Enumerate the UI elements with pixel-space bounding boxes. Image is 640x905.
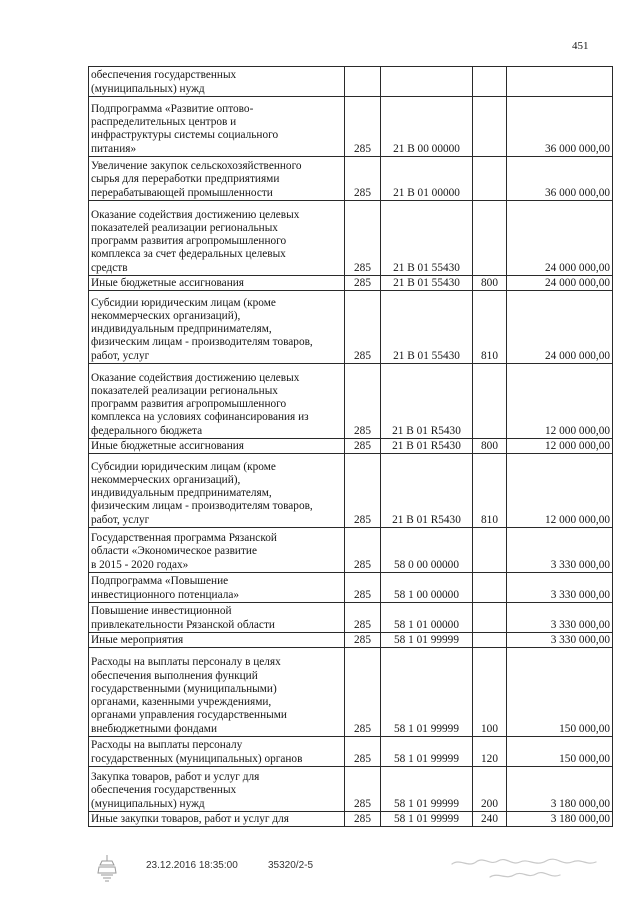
row-name-cell: Субсидии юридическим лицам (кроме некоммерческих организаций), индивидуальным предпринимателям, физическим лицам - производителям товаров, работ, услуг <box>89 291 345 364</box>
row-name-cell: Иные мероприятия <box>89 633 345 648</box>
row-expense-type-cell <box>473 603 507 633</box>
table-row <box>89 439 613 454</box>
table-row <box>89 201 613 276</box>
row-amount-cell: 12 000 000,00 <box>507 454 613 528</box>
row-department-code-cell: 285 <box>345 737 381 767</box>
row-amount-cell: 3 330 000,00 <box>507 573 613 603</box>
table-row <box>89 157 613 201</box>
row-name-cell: Иные бюджетные ассигнования <box>89 276 345 291</box>
row-target-article-cell: 21 В 01 R5430 <box>381 454 473 528</box>
row-amount-cell: 3 330 000,00 <box>507 633 613 648</box>
row-amount-cell: 24 000 000,00 <box>507 291 613 364</box>
row-amount-cell: 12 000 000,00 <box>507 364 613 439</box>
row-department-code-cell: 285 <box>345 648 381 737</box>
budget-table <box>88 66 613 827</box>
document-stamp-icon <box>96 853 118 883</box>
row-expense-type-cell <box>473 528 507 573</box>
row-target-article-cell: 58 1 01 99999 <box>381 737 473 767</box>
row-department-code-cell: 285 <box>345 812 381 827</box>
row-amount-cell: 3 180 000,00 <box>507 767 613 812</box>
row-expense-type-cell <box>473 573 507 603</box>
faded-signature-icon <box>450 856 600 884</box>
row-expense-type-cell <box>473 201 507 276</box>
row-amount-cell: 3 330 000,00 <box>507 603 613 633</box>
table-row <box>89 276 613 291</box>
row-expense-type-cell <box>473 67 507 97</box>
row-target-article-cell: 58 1 01 99999 <box>381 767 473 812</box>
page-number: 451 <box>572 40 589 52</box>
row-name-cell: Расходы на выплаты персоналу в целях обеспечения выполнения функций государственными (муниципальными) органами, казенными учреждениями, органами управления государственными внебюджетными фондами <box>89 648 345 737</box>
row-name-cell: Повышение инвестиционной привлекательности Рязанской области <box>89 603 345 633</box>
row-target-article-cell: 58 1 01 99999 <box>381 648 473 737</box>
row-department-code-cell: 285 <box>345 633 381 648</box>
row-expense-type-cell <box>473 157 507 201</box>
table-row <box>89 737 613 767</box>
row-expense-type-cell: 810 <box>473 291 507 364</box>
row-expense-type-cell: 800 <box>473 439 507 454</box>
table-row <box>89 633 613 648</box>
row-amount-cell: 36 000 000,00 <box>507 97 613 157</box>
row-amount-cell: 36 000 000,00 <box>507 157 613 201</box>
footer-timestamp: 23.12.2016 18:35:00 <box>146 860 238 871</box>
row-name-cell: Иные закупки товаров, работ и услуг для <box>89 812 345 827</box>
table-row <box>89 67 613 97</box>
row-name-cell: Оказание содействия достижению целевых показателей реализации региональных программ развития агропромышленного комплекса на условиях софинансирования из федерального бюджета <box>89 364 345 439</box>
row-name-cell: Субсидии юридическим лицам (кроме некоммерческих организаций), индивидуальным предпринимателям, физическим лицам - производителям товаров, работ, услуг <box>89 454 345 528</box>
row-department-code-cell: 285 <box>345 201 381 276</box>
row-amount-cell: 24 000 000,00 <box>507 276 613 291</box>
row-target-article-cell: 58 1 01 99999 <box>381 633 473 648</box>
row-target-article-cell: 58 1 00 00000 <box>381 573 473 603</box>
row-expense-type-cell: 200 <box>473 767 507 812</box>
row-amount-cell: 150 000,00 <box>507 737 613 767</box>
row-expense-type-cell <box>473 97 507 157</box>
row-department-code-cell: 285 <box>345 767 381 812</box>
row-amount-cell: 12 000 000,00 <box>507 439 613 454</box>
row-department-code-cell: 285 <box>345 157 381 201</box>
table-row <box>89 454 613 528</box>
row-department-code-cell: 285 <box>345 97 381 157</box>
row-name-cell: Подпрограмма «Повышение инвестиционного потенциала» <box>89 573 345 603</box>
row-department-code-cell: 285 <box>345 364 381 439</box>
footer-document-code: 35320/2-5 <box>268 860 314 871</box>
row-name-cell: Расходы на выплаты персоналу государственных (муниципальных) органов <box>89 737 345 767</box>
row-amount-cell: 3 180 000,00 <box>507 812 613 827</box>
row-name-cell: Подпрограмма «Развитие оптово- распределительных центров и инфраструктуры системы социального питания» <box>89 97 345 157</box>
table-row <box>89 573 613 603</box>
row-target-article-cell: 21 В 01 00000 <box>381 157 473 201</box>
row-amount-cell: 24 000 000,00 <box>507 201 613 276</box>
budget-table-body <box>89 67 613 827</box>
row-target-article-cell: 21 В 01 55430 <box>381 291 473 364</box>
row-target-article-cell <box>381 67 473 97</box>
row-expense-type-cell <box>473 364 507 439</box>
row-expense-type-cell: 120 <box>473 737 507 767</box>
table-row <box>89 812 613 827</box>
row-name-cell: Иные бюджетные ассигнования <box>89 439 345 454</box>
row-department-code-cell: 285 <box>345 528 381 573</box>
row-target-article-cell: 21 В 01 R5430 <box>381 439 473 454</box>
row-expense-type-cell: 800 <box>473 276 507 291</box>
row-name-cell: обеспечения государственных (муниципальных) нужд <box>89 67 345 97</box>
row-department-code-cell: 285 <box>345 454 381 528</box>
row-expense-type-cell: 240 <box>473 812 507 827</box>
row-expense-type-cell <box>473 633 507 648</box>
row-target-article-cell: 21 В 00 00000 <box>381 97 473 157</box>
row-target-article-cell: 58 1 01 00000 <box>381 603 473 633</box>
table-row <box>89 97 613 157</box>
row-department-code-cell: 285 <box>345 291 381 364</box>
row-name-cell: Увеличение закупок сельскохозяйственного сырья для переработки предприятиями перерабатывающей промышленности <box>89 157 345 201</box>
table-row <box>89 528 613 573</box>
table-row <box>89 291 613 364</box>
row-name-cell: Закупка товаров, работ и услуг для обеспечения государственных (муниципальных) нужд <box>89 767 345 812</box>
row-amount-cell: 150 000,00 <box>507 648 613 737</box>
row-target-article-cell: 21 В 01 R5430 <box>381 364 473 439</box>
row-target-article-cell: 21 В 01 55430 <box>381 276 473 291</box>
row-target-article-cell: 58 1 01 99999 <box>381 812 473 827</box>
row-department-code-cell: 285 <box>345 276 381 291</box>
row-expense-type-cell: 100 <box>473 648 507 737</box>
row-department-code-cell: 285 <box>345 603 381 633</box>
row-department-code-cell: 285 <box>345 439 381 454</box>
row-department-code-cell: 285 <box>345 573 381 603</box>
row-amount-cell: 3 330 000,00 <box>507 528 613 573</box>
row-target-article-cell: 21 В 01 55430 <box>381 201 473 276</box>
table-row <box>89 364 613 439</box>
row-expense-type-cell: 810 <box>473 454 507 528</box>
row-name-cell: Государственная программа Рязанской области «Экономическое развитие в 2015 - 2020 годах» <box>89 528 345 573</box>
table-row <box>89 767 613 812</box>
table-row <box>89 603 613 633</box>
row-department-code-cell <box>345 67 381 97</box>
table-row <box>89 648 613 737</box>
row-amount-cell <box>507 67 613 97</box>
row-name-cell: Оказание содействия достижению целевых показателей реализации региональных программ развития агропромышленного комплекса за счет федеральных целевых средств <box>89 201 345 276</box>
row-target-article-cell: 58 0 00 00000 <box>381 528 473 573</box>
